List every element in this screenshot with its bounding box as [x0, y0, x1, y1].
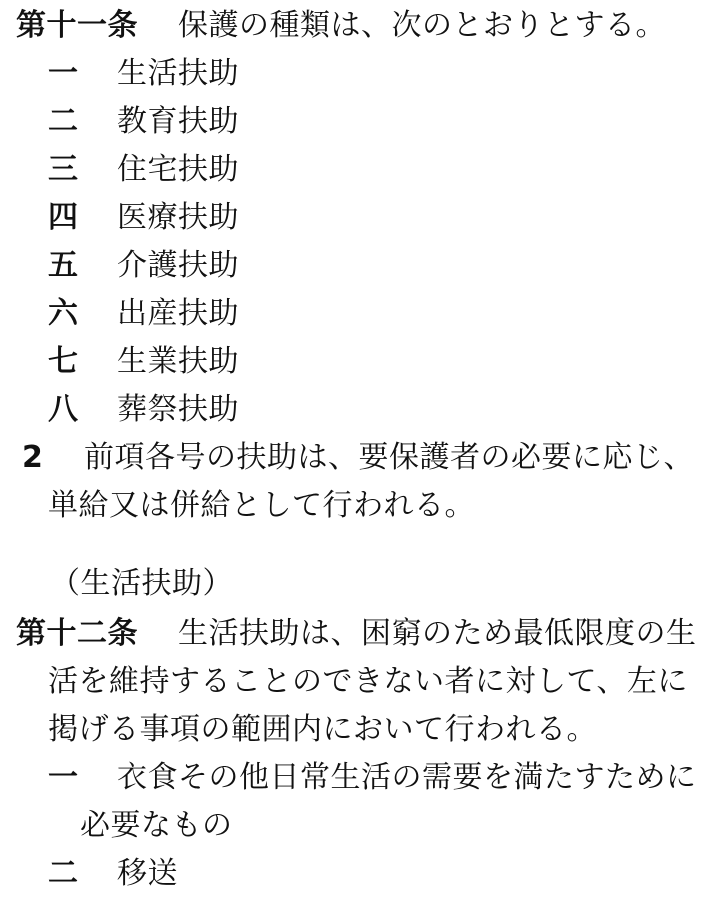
paragraph-text: 前項各号の扶助は、要保護者の必要に応じ、	[84, 440, 694, 475]
paragraph-number: 2	[22, 440, 44, 475]
article-11-paragraph-2	[0, 434, 720, 482]
article-12-heading: 第十二条	[16, 616, 138, 651]
article-12-item-continued	[0, 802, 720, 850]
item-text: 必要なもの	[80, 808, 233, 843]
item-number: 二	[48, 856, 79, 891]
item-text: 生活扶助	[117, 56, 239, 91]
article-11-item	[0, 290, 720, 338]
item-text: 出産扶助	[117, 296, 239, 331]
item-number: 六	[48, 296, 79, 331]
item-text: 衣食その他日常生活の需要を満たすために	[117, 760, 697, 795]
item-text: 生業扶助	[117, 344, 239, 379]
item-text: 葬祭扶助	[117, 392, 239, 427]
article-12-text: 生活扶助は、困窮のため最低限度の生	[178, 616, 697, 651]
item-text: 医療扶助	[117, 200, 239, 235]
item-number: 八	[48, 392, 79, 427]
item-text: 介護扶助	[117, 248, 239, 283]
article-12-text: 掲げる事項の範囲内において行われる。	[48, 712, 597, 747]
item-text: 移送	[117, 856, 178, 891]
article-11-paragraph-2-continued	[0, 482, 720, 530]
paragraph-text: 単給又は併給として行われる。	[48, 488, 475, 523]
caption-text: （生活扶助）	[50, 566, 233, 601]
article-11-text: 保護の種類は、次のとおりとする。	[178, 8, 666, 43]
item-number: 一	[48, 56, 79, 91]
item-number: 四	[48, 200, 79, 235]
article-11-item	[0, 386, 720, 434]
item-text: 教育扶助	[117, 104, 239, 139]
item-number: 五	[48, 248, 79, 283]
article-12-item	[0, 850, 720, 898]
article-11-heading: 第十一条	[16, 8, 138, 43]
item-number: 七	[48, 344, 79, 379]
article-11-line	[0, 2, 720, 50]
article-12-text: 活を維持することのできない者に対して、左に	[48, 664, 688, 699]
item-number: 一	[48, 760, 79, 795]
article-12-line-continued	[0, 658, 720, 706]
article-12-line	[0, 610, 720, 658]
article-12-item	[0, 754, 720, 802]
article-11-item	[0, 146, 720, 194]
item-text: 住宅扶助	[117, 152, 239, 187]
article-11-item	[0, 98, 720, 146]
article-11-item	[0, 338, 720, 386]
item-number: 二	[48, 104, 79, 139]
article-12-line-continued	[0, 706, 720, 754]
article-11-item	[0, 194, 720, 242]
article-12-caption	[0, 560, 720, 608]
article-11-item	[0, 50, 720, 98]
article-11-item	[0, 242, 720, 290]
item-number: 三	[48, 152, 79, 187]
